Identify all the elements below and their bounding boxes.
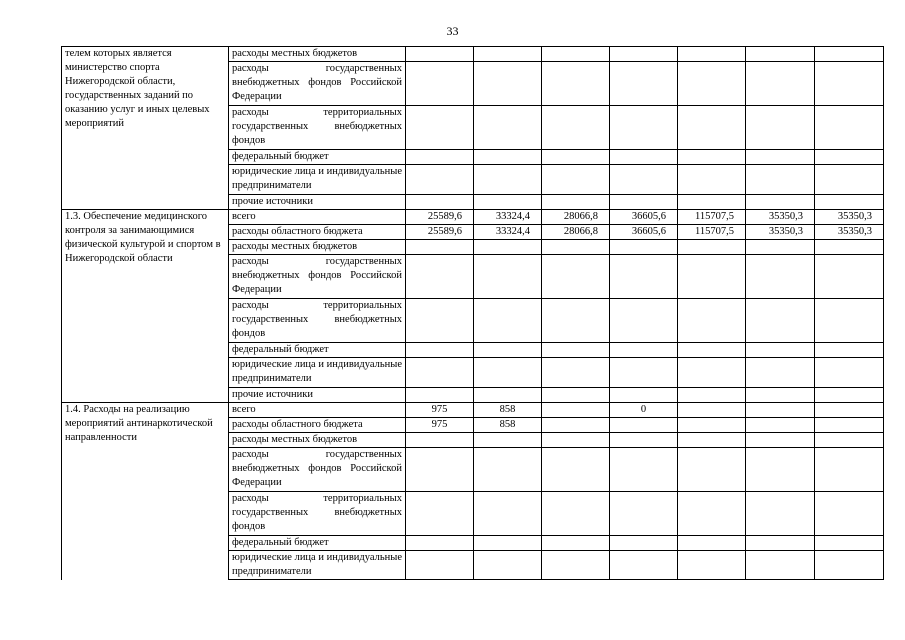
value-cell [542, 47, 610, 62]
funding-source: расходы местных бюджетов [229, 47, 406, 62]
value-cell [815, 536, 884, 551]
funding-source: федеральный бюджет [229, 150, 406, 165]
funding-source: расходы государственных внебюджетных фондов Российской Федерации [229, 448, 406, 492]
value-cell [678, 299, 746, 343]
value-cell: 35350,3 [815, 210, 884, 225]
value-cell [610, 240, 678, 255]
budget-table-body [62, 47, 884, 580]
value-cell [610, 62, 678, 106]
funding-source: федеральный бюджет [229, 343, 406, 358]
value-cell [678, 240, 746, 255]
value-cell [406, 343, 474, 358]
value-cell [542, 551, 610, 580]
value-cell [406, 299, 474, 343]
value-cell [815, 62, 884, 106]
value-cell [610, 299, 678, 343]
funding-source: расходы территориальных государственных внебюджетных фондов [229, 299, 406, 343]
value-cell [474, 433, 542, 448]
value-cell [474, 47, 542, 62]
value-cell [678, 388, 746, 403]
value-cell [610, 106, 678, 150]
funding-source: расходы областного бюджета [229, 225, 406, 240]
budget-table [61, 46, 884, 580]
value-cell [542, 299, 610, 343]
value-cell [406, 240, 474, 255]
value-cell [610, 343, 678, 358]
value-cell [406, 47, 474, 62]
value-cell [542, 418, 610, 433]
value-cell [406, 165, 474, 195]
value-cell [610, 418, 678, 433]
value-cell [406, 62, 474, 106]
value-cell: 33324,4 [474, 225, 542, 240]
funding-source: юридические лица и индивидуальные предприниматели [229, 165, 406, 195]
value-cell [746, 62, 815, 106]
value-cell [815, 299, 884, 343]
funding-source: федеральный бюджет [229, 536, 406, 551]
value-cell: 35350,3 [746, 210, 815, 225]
value-cell [746, 448, 815, 492]
value-cell [474, 255, 542, 299]
value-cell [610, 551, 678, 580]
value-cell [474, 106, 542, 150]
value-cell [474, 240, 542, 255]
value-cell [815, 255, 884, 299]
funding-source: всего [229, 403, 406, 418]
measure-description: 1.4. Расходы на реализацию мероприятий антинаркотической направленности [62, 403, 229, 580]
value-cell [542, 150, 610, 165]
funding-source: расходы территориальных государственных внебюджетных фондов [229, 492, 406, 536]
value-cell [746, 358, 815, 388]
value-cell [542, 62, 610, 106]
value-cell [746, 150, 815, 165]
value-cell [815, 358, 884, 388]
value-cell: 25589,6 [406, 225, 474, 240]
value-cell [746, 536, 815, 551]
value-cell [815, 47, 884, 62]
value-cell [815, 418, 884, 433]
value-cell [678, 62, 746, 106]
value-cell: 115707,5 [678, 225, 746, 240]
value-cell [542, 195, 610, 210]
value-cell [542, 403, 610, 418]
value-cell [678, 403, 746, 418]
value-cell [610, 195, 678, 210]
value-cell [678, 165, 746, 195]
value-cell [610, 388, 678, 403]
value-cell: 36605,6 [610, 225, 678, 240]
value-cell [678, 492, 746, 536]
value-cell [746, 106, 815, 150]
value-cell: 33324,4 [474, 210, 542, 225]
value-cell [746, 343, 815, 358]
value-cell [474, 299, 542, 343]
value-cell [746, 47, 815, 62]
value-cell [542, 358, 610, 388]
value-cell [474, 165, 542, 195]
value-cell [542, 240, 610, 255]
value-cell [678, 358, 746, 388]
value-cell [610, 358, 678, 388]
value-cell [474, 551, 542, 580]
value-cell [474, 492, 542, 536]
value-cell [678, 150, 746, 165]
funding-source: юридические лица и индивидуальные предприниматели [229, 358, 406, 388]
value-cell: 858 [474, 418, 542, 433]
value-cell [678, 433, 746, 448]
value-cell [474, 536, 542, 551]
value-cell: 28066,8 [542, 225, 610, 240]
value-cell [815, 492, 884, 536]
value-cell: 115707,5 [678, 210, 746, 225]
value-cell [474, 448, 542, 492]
value-cell [474, 343, 542, 358]
value-cell: 28066,8 [542, 210, 610, 225]
value-cell [746, 418, 815, 433]
value-cell [542, 536, 610, 551]
funding-source: расходы областного бюджета [229, 418, 406, 433]
value-cell: 35350,3 [746, 225, 815, 240]
value-cell [610, 47, 678, 62]
funding-source: всего [229, 210, 406, 225]
value-cell [406, 551, 474, 580]
value-cell [474, 358, 542, 388]
value-cell [746, 195, 815, 210]
table-row [62, 210, 884, 225]
value-cell: 25589,6 [406, 210, 474, 225]
value-cell [746, 388, 815, 403]
value-cell [815, 388, 884, 403]
value-cell [746, 403, 815, 418]
value-cell [610, 492, 678, 536]
value-cell [746, 551, 815, 580]
value-cell [815, 433, 884, 448]
funding-source: расходы местных бюджетов [229, 433, 406, 448]
value-cell [542, 492, 610, 536]
value-cell [678, 551, 746, 580]
value-cell [678, 195, 746, 210]
value-cell [542, 255, 610, 299]
value-cell [746, 240, 815, 255]
value-cell [815, 150, 884, 165]
value-cell [815, 165, 884, 195]
value-cell [406, 433, 474, 448]
value-cell [678, 47, 746, 62]
value-cell [815, 195, 884, 210]
funding-source: юридические лица и индивидуальные предприниматели [229, 551, 406, 580]
value-cell [678, 343, 746, 358]
value-cell [610, 448, 678, 492]
value-cell [406, 106, 474, 150]
funding-source: прочие источники [229, 388, 406, 403]
funding-source: расходы местных бюджетов [229, 240, 406, 255]
value-cell [542, 106, 610, 150]
funding-source: расходы государственных внебюджетных фондов Российской Федерации [229, 62, 406, 106]
value-cell [406, 448, 474, 492]
value-cell [406, 388, 474, 403]
value-cell [474, 62, 542, 106]
value-cell [746, 299, 815, 343]
value-cell [746, 255, 815, 299]
value-cell [406, 195, 474, 210]
value-cell: 975 [406, 403, 474, 418]
value-cell [542, 343, 610, 358]
value-cell [610, 150, 678, 165]
table-row [62, 47, 884, 62]
table-row [62, 403, 884, 418]
value-cell [406, 150, 474, 165]
value-cell [542, 448, 610, 492]
value-cell [406, 536, 474, 551]
value-cell: 35350,3 [815, 225, 884, 240]
value-cell [746, 433, 815, 448]
value-cell [815, 240, 884, 255]
value-cell [406, 492, 474, 536]
value-cell [815, 106, 884, 150]
value-cell [678, 255, 746, 299]
value-cell: 36605,6 [610, 210, 678, 225]
value-cell [474, 150, 542, 165]
value-cell [746, 165, 815, 195]
value-cell [815, 403, 884, 418]
value-cell [610, 165, 678, 195]
value-cell [815, 343, 884, 358]
value-cell [406, 255, 474, 299]
value-cell [474, 388, 542, 403]
value-cell: 0 [610, 403, 678, 418]
value-cell [815, 448, 884, 492]
page-number: 33 [446, 24, 459, 38]
value-cell [815, 551, 884, 580]
value-cell [610, 536, 678, 551]
measure-description: телем которых является министерство спорта Нижегородской области, государственных заданий по оказанию услуг и иных целевых мероприятий [62, 47, 229, 210]
measure-description: 1.3. Обеспечение медицинского контроля за занимающимися физической культурой и спортом в Нижегородской области [62, 210, 229, 403]
value-cell [678, 448, 746, 492]
funding-source: расходы государственных внебюджетных фондов Российской Федерации [229, 255, 406, 299]
value-cell [610, 433, 678, 448]
value-cell [678, 106, 746, 150]
value-cell [746, 492, 815, 536]
value-cell [678, 418, 746, 433]
value-cell [542, 433, 610, 448]
value-cell: 975 [406, 418, 474, 433]
value-cell [542, 388, 610, 403]
value-cell [610, 255, 678, 299]
funding-source: расходы территориальных государственных внебюджетных фондов [229, 106, 406, 150]
value-cell: 858 [474, 403, 542, 418]
value-cell [542, 165, 610, 195]
funding-source: прочие источники [229, 195, 406, 210]
value-cell [474, 195, 542, 210]
value-cell [678, 536, 746, 551]
value-cell [406, 358, 474, 388]
